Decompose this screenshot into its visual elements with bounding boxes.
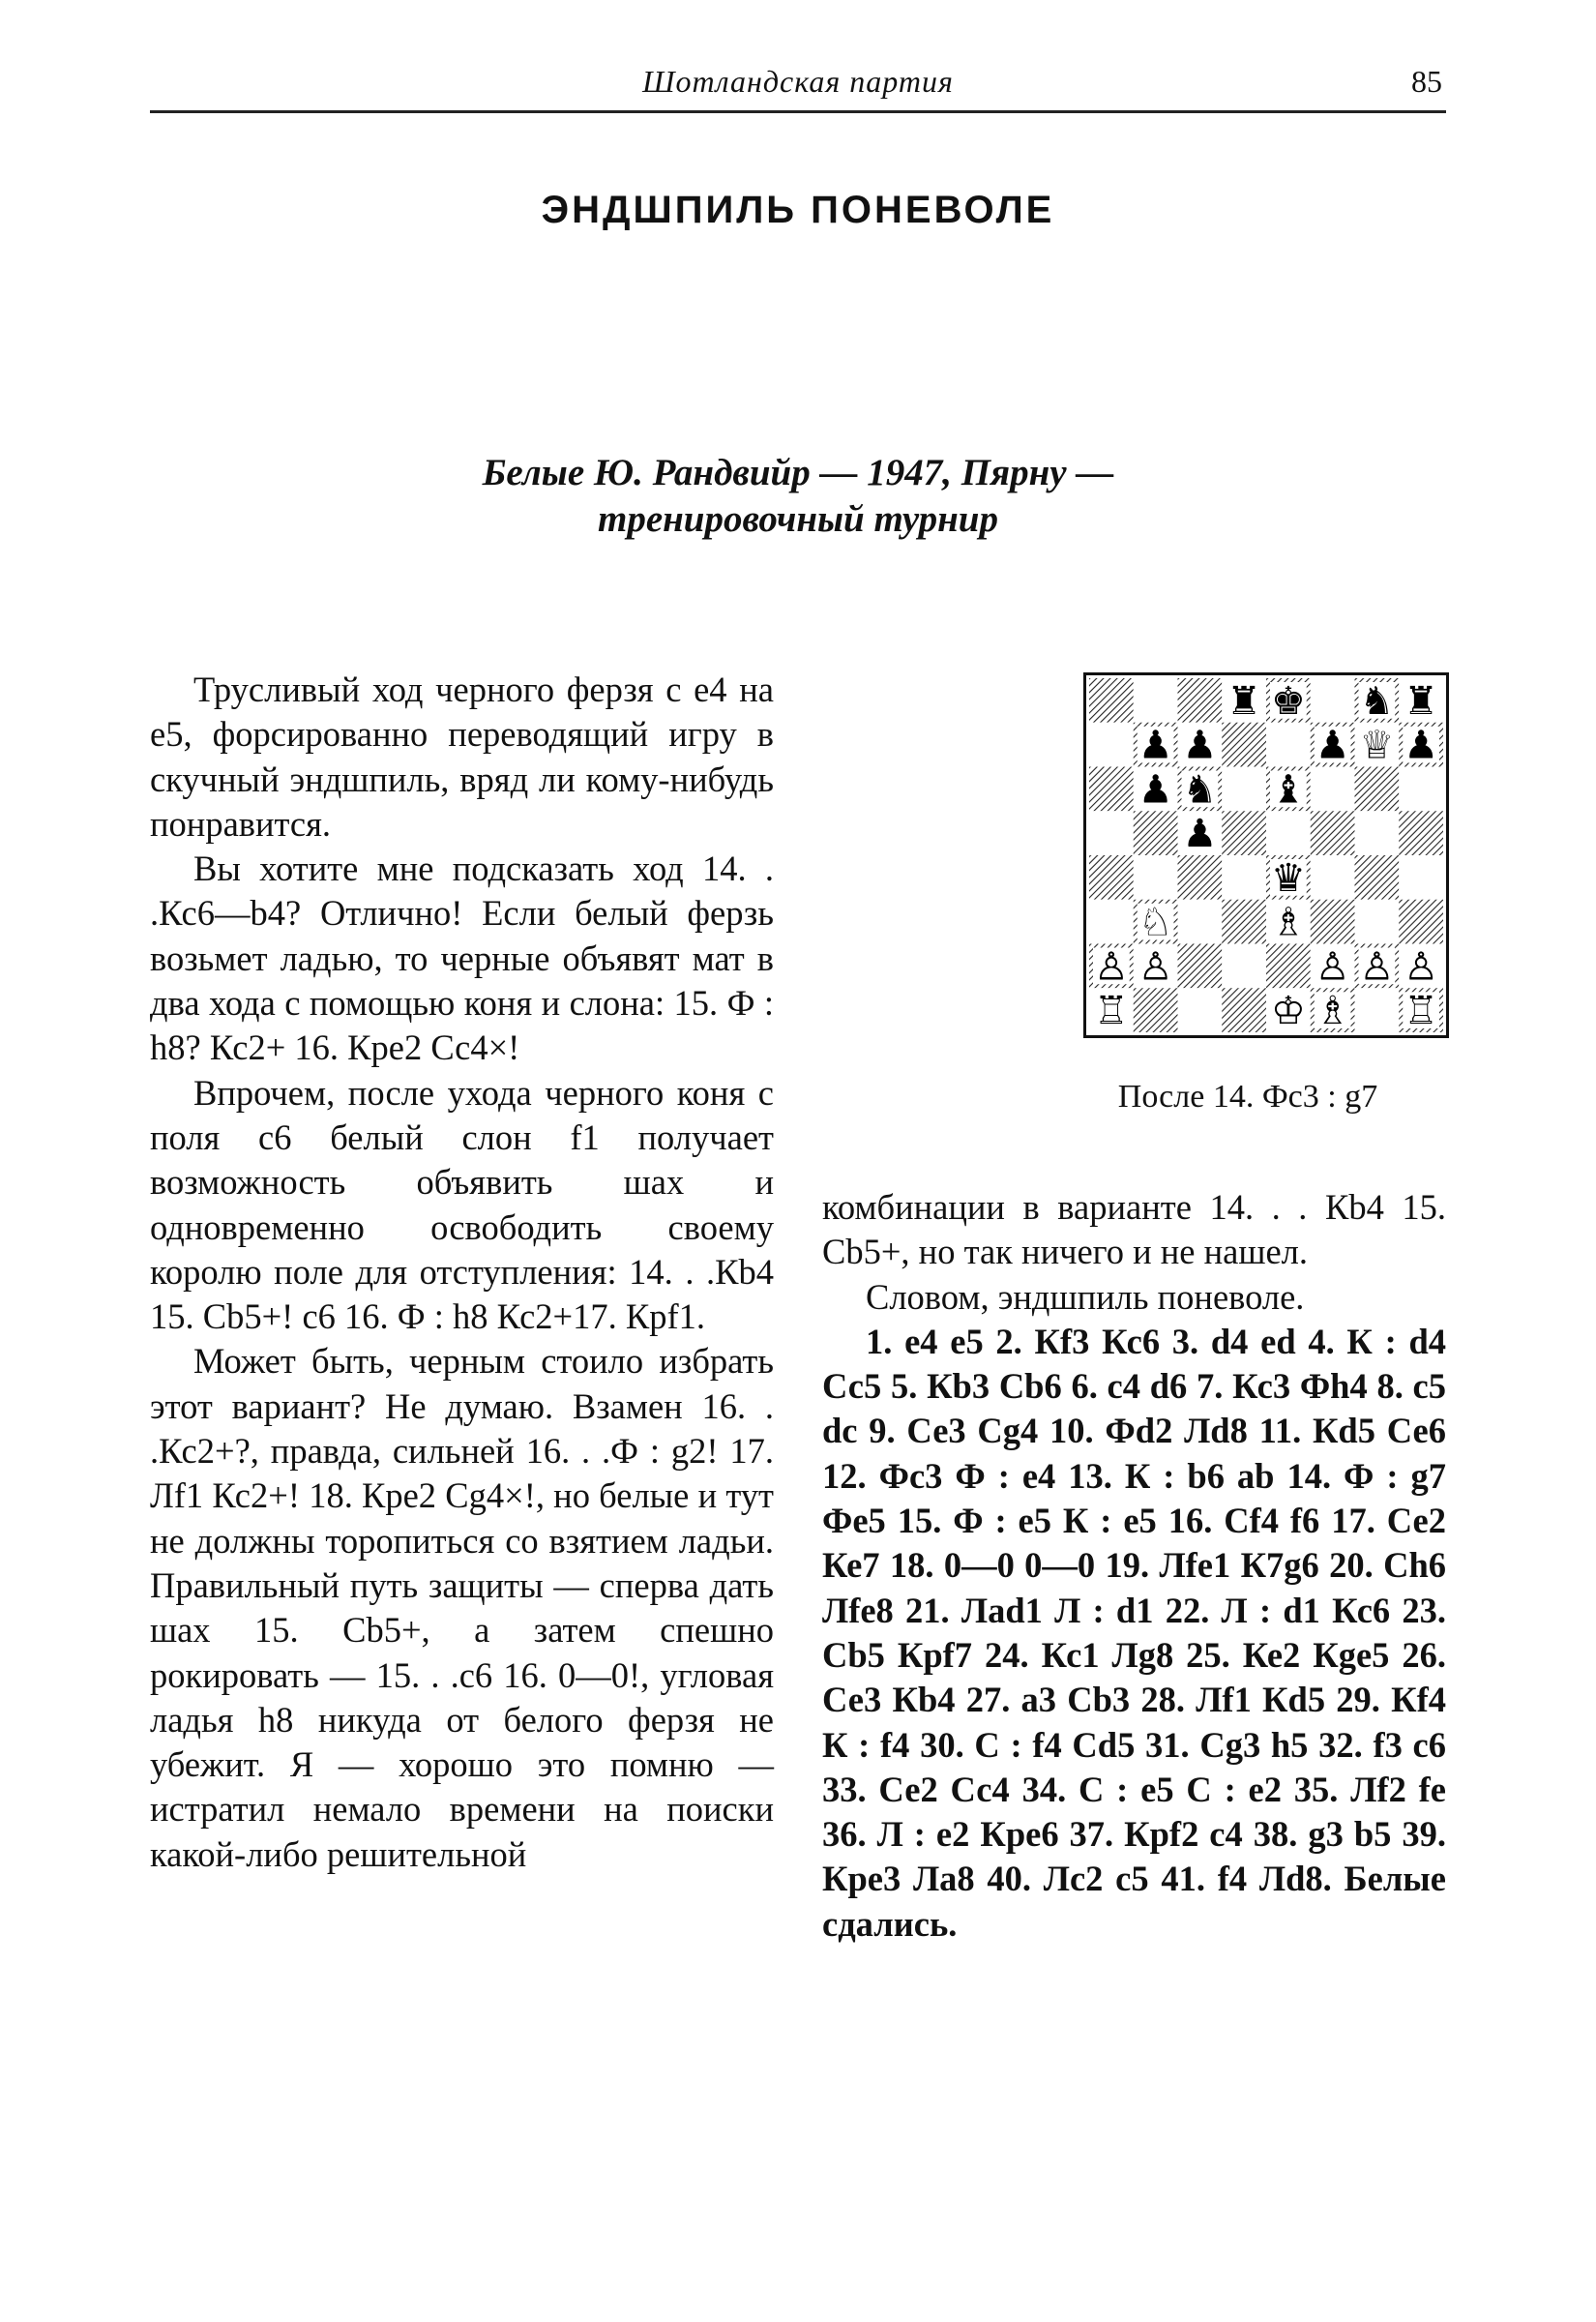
board-square [1355, 900, 1400, 944]
board-square [1266, 723, 1311, 767]
board-square [1222, 988, 1266, 1032]
board-square [1399, 855, 1443, 900]
chess-piece-b2: ♙ [1138, 944, 1173, 990]
chess-piece-h2: ♙ [1404, 944, 1439, 990]
chess-piece-g8: ♞ [1359, 678, 1395, 724]
board-square [1222, 767, 1266, 812]
board-square [1266, 944, 1311, 989]
board-square [1399, 811, 1443, 855]
paragraph: Может быть, черным стоило избрать этот вариант? Не думаю. Взамен 16. . .Кс2+?, правда, сильней 16. . .Ф : g2! 17. Лf1 Кс2+! 18. Кре2 Сg4×!, но белые и тут не должны торопиться со взятием ладьи. Правильный путь защиты — сперва дать шах 15. Cb5+, а затем спешно рокировать — 15. . .с6 16. 0—0!, угловая ладья h8 никуда от белого ферзя не убежит. Я — хорошо это помню — истратил немало времени на поиски какой-либо решительной [150, 1341, 774, 1874]
chess-piece-h8: ♜ [1404, 678, 1439, 724]
chapter-title: ЭНДШПИЛЬ ПОНЕВОЛЕ [541, 189, 1055, 231]
chess-piece-e8: ♚ [1270, 678, 1306, 724]
chess-piece-c6: ♞ [1182, 767, 1218, 813]
board-square [1134, 855, 1178, 900]
board-square [1089, 678, 1134, 723]
board-square [1134, 678, 1178, 723]
board-square [1178, 678, 1223, 723]
chess-piece-f2: ♙ [1315, 944, 1350, 990]
chess-diagram [1083, 672, 1449, 1038]
right-column [822, 1185, 1446, 1947]
diagram-caption: После 14. Фс3 : g7 [1117, 1079, 1378, 1115]
board-square [1134, 988, 1178, 1032]
subtitle-line-2: тренировочный турнир [597, 498, 998, 540]
board-square [1089, 767, 1134, 812]
board-square [1089, 723, 1134, 767]
board-square [1178, 988, 1223, 1032]
chess-piece-c5: ♟ [1182, 812, 1218, 857]
chess-piece-b3: ♘ [1138, 900, 1173, 945]
chess-piece-e4: ♛ [1270, 855, 1306, 901]
board-square [1311, 900, 1355, 944]
board-square [1355, 767, 1400, 812]
chess-piece-b7: ♟ [1138, 723, 1173, 768]
board-square [1222, 944, 1266, 989]
chess-piece-a1: ♖ [1093, 989, 1129, 1032]
paragraph: Словом, эндшпиль поневоле. [866, 1276, 1305, 1317]
board-square [1399, 900, 1443, 944]
board-square [1089, 855, 1134, 900]
chess-piece-b6: ♟ [1138, 767, 1173, 813]
game-moves: 1. е4 е5 2. Кf3 Кс6 3. d4 ed 4. К : d4 Сс5 5. Кb3 Сb6 6. с4 d6 7. Кс3 Фh4 8. с5 dc 9. Се3 Сg4 10. Фd2 Лd8 11. Кd5 Се6 12. Фс3 Ф : е4 13. К : b6 ab 14. Ф : g7 Фе5 15. Ф : е5 К : е5 16. Сf4 f6 17. Се2 Ке7 18. 0—0 0—0 19. Лfе1 К7g6 20. Сh6 Лfе8 21. Лаd1 Л : d1 22. Л : d1 Кс6 23. Сb5 Крf7 24. Кс1 Лg8 25. Ке2 Кgе5 26. Се3 Кb4 27. а3 Сb3 28. Лf1 Кd5 29. Кf4 К : f4 30. С : f4 Сd5 31. Сg3 h5 32. f3 с6 33. Се2 Сс4 34. С : е5 С : е2 35. Лf2 fе 36. Л : е2 Кре6 37. Крf2 с4 38. g3 b5 39. Кре3 Ла8 40. Лс2 с5 41. f4 Лd8. Белые сдались. [822, 1321, 1446, 1944]
board-square [1222, 811, 1266, 855]
paragraph: Вы хотите мне подсказать ход 14. . .Кс6—b4? Отлично! Если белый ферзь возьмет ладью, то черные объявят мат в два хода с помощью коня и слона: 15. Ф : h8? Кс2+ 16. Кре2 Сс4×! [150, 848, 774, 1068]
chess-piece-h1: ♖ [1404, 989, 1439, 1032]
board-square [1178, 900, 1223, 944]
board-square [1222, 855, 1266, 900]
subtitle-line-1: Белые Ю. Рандвийр — 1947, Пярну — [482, 452, 1114, 493]
left-column [150, 668, 774, 1877]
board-square [1222, 900, 1266, 944]
board-square [1134, 811, 1178, 855]
running-header [150, 60, 1446, 113]
chess-piece-d8: ♜ [1227, 678, 1262, 724]
board-square [1355, 855, 1400, 900]
chess-piece-f1: ♗ [1315, 989, 1350, 1032]
board-square [1311, 811, 1355, 855]
board-square [1355, 988, 1400, 1032]
paragraph: Трусливый ход черного ферзя с е4 на е5, форсированно переводящий игру в скучный эндшпиль, вряд ли кому-нибудь понравится. [150, 670, 774, 844]
chess-piece-e6: ♝ [1270, 767, 1306, 813]
chess-piece-c7: ♟ [1182, 723, 1218, 768]
board-square [1266, 811, 1311, 855]
chess-piece-e3: ♗ [1270, 900, 1306, 945]
chess-piece-f7: ♟ [1315, 723, 1350, 768]
board-square [1178, 944, 1223, 989]
board-square [1178, 855, 1223, 900]
page-number: 85 [1411, 64, 1442, 99]
board-square [1311, 678, 1355, 723]
chess-board [1089, 678, 1443, 1032]
board-square [1311, 767, 1355, 812]
running-title: Шотландская партия [642, 64, 954, 99]
board-square [1311, 855, 1355, 900]
chess-piece-h7: ♟ [1404, 723, 1439, 768]
board-square [1089, 811, 1134, 855]
chess-piece-g2: ♙ [1359, 944, 1395, 990]
board-square [1399, 767, 1443, 812]
chess-piece-e1: ♔ [1270, 989, 1306, 1032]
board-square [1222, 723, 1266, 767]
board-square [1089, 900, 1134, 944]
paragraph: комбинации в варианте 14. . . Кb4 15. Cb5+, но так ничего и не нашел. [822, 1187, 1446, 1272]
chess-piece-g7: ♕ [1359, 723, 1395, 768]
chess-piece-a2: ♙ [1093, 944, 1129, 990]
paragraph: Впрочем, после ухода черного коня с поля с6 белый слон f1 получает возможность объявить шах и одновременно освободить своему королю поле для отступления: 14. . .Кb4 15. Cb5+! c6 16. Ф : h8 Кс2+17. Крf1. [150, 1072, 774, 1337]
game-subtitle [0, 450, 1596, 543]
board-square [1355, 811, 1400, 855]
